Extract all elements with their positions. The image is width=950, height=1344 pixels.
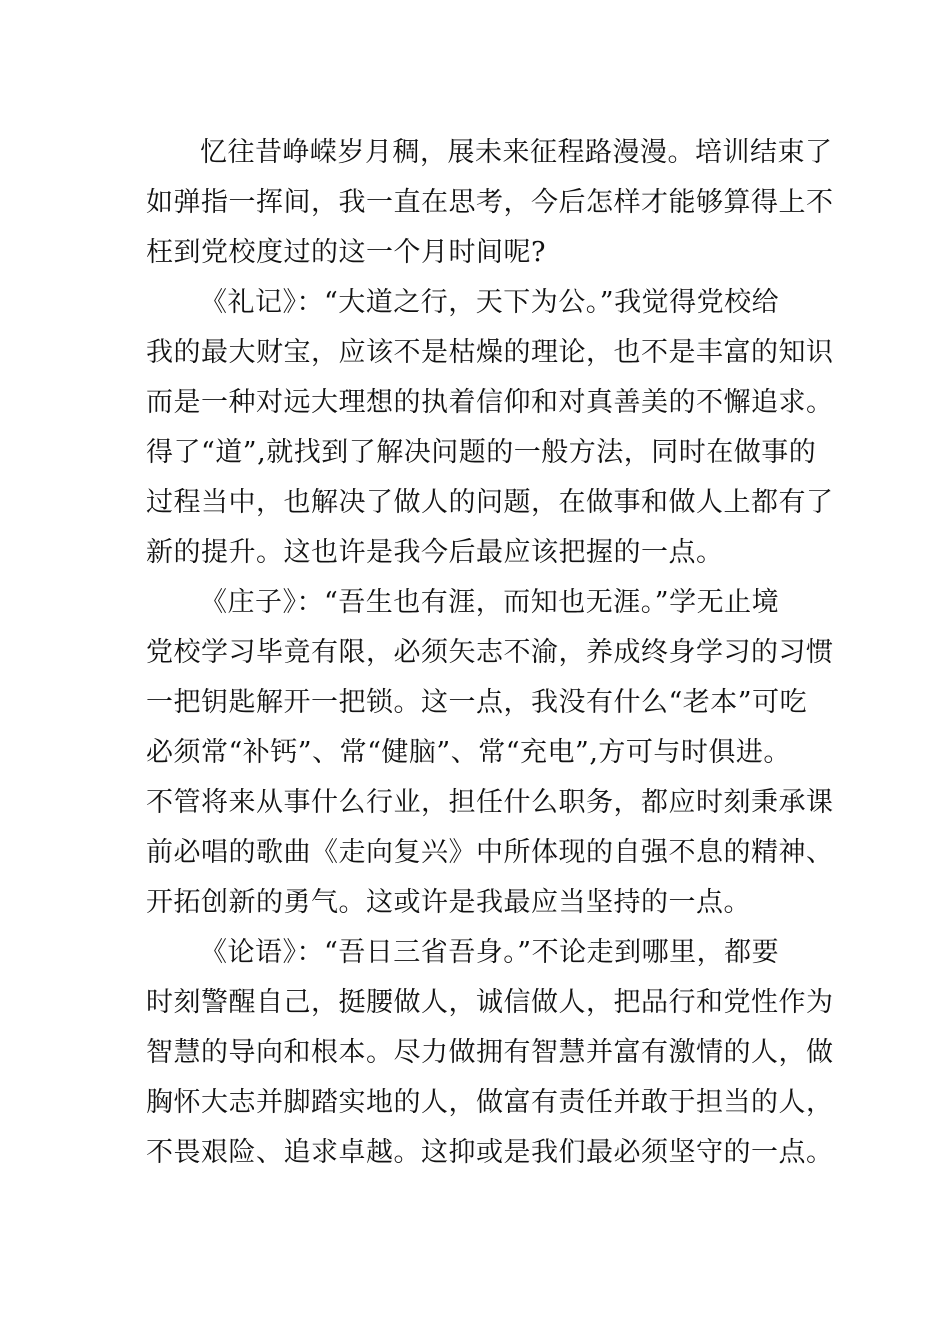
paragraph-line: 新的提升。这也许是我今后最应该把握的一点。 xyxy=(146,537,724,568)
paragraph-line: 如弹指一挥间，我一直在思考，今后怎样才能够算得上不 xyxy=(146,187,834,218)
paragraph-line: 《论语》：“吾日三省吾身。”不论走到哪里，都要 xyxy=(200,937,780,968)
paragraph-line: 我的最大财宝，应该不是枯燥的理论，也不是丰富的知识 xyxy=(146,337,834,368)
paragraph-line: 《庄子》：“吾生也有涯，而知也无涯。”学无止境 xyxy=(200,587,780,618)
paragraph-line: 枉到党校度过的这一个月时间呢? xyxy=(146,237,546,268)
paragraph-line: 得了“道”,就找到了解决问题的一般方法，同时在做事的 xyxy=(146,437,817,468)
paragraph-line: 一把钥匙解开一把锁。这一点，我没有什么“老本”可吃 xyxy=(146,687,808,718)
paragraph-line: 而是一种对远大理想的执着信仰和对真善美的不懈追求。 xyxy=(146,387,834,418)
paragraph-line: 《礼记》：“大道之行，天下为公。”我觉得党校给 xyxy=(200,287,780,318)
paragraph-line: 前必唱的歌曲《走向复兴》中所体现的自强不息的精神、 xyxy=(146,837,834,868)
paragraph-1 xyxy=(146,128,834,278)
paragraph-line: 开拓创新的勇气。这或许是我最应当坚持的一点。 xyxy=(146,887,751,918)
paragraph-line: 党校学习毕竟有限，必须矢志不渝，养成终身学习的习惯 xyxy=(146,637,834,668)
paragraph-line: 忆往昔峥嵘岁月稠，展未来征程路漫漫。培训结束了 xyxy=(200,137,833,168)
paragraph-2 xyxy=(146,278,834,578)
paragraph-line: 智慧的导向和根本。尽力做拥有智慧并富有激情的人，做 xyxy=(146,1037,834,1068)
paragraph-line: 过程当中，也解决了做人的问题，在做事和做人上都有了 xyxy=(146,487,834,518)
paragraph-4 xyxy=(146,928,834,1178)
paragraph-line: 不畏艰险、追求卓越。这抑或是我们最必须坚守的一点。 xyxy=(146,1137,834,1168)
paragraph-line: 时刻警醒自己，挺腰做人，诚信做人，把品行和党性作为 xyxy=(146,987,834,1018)
paragraph-line: 胸怀大志并脚踏实地的人，做富有责任并敢于担当的人， xyxy=(146,1087,834,1118)
paragraph-line: 必须常“补钙”、常“健脑”、常“充电”,方可与时俱进。 xyxy=(146,737,791,768)
paragraph-line: 不管将来从事什么行业，担任什么职务，都应时刻秉承课 xyxy=(146,787,834,818)
document-body xyxy=(146,128,834,1178)
paragraph-3 xyxy=(146,578,834,928)
